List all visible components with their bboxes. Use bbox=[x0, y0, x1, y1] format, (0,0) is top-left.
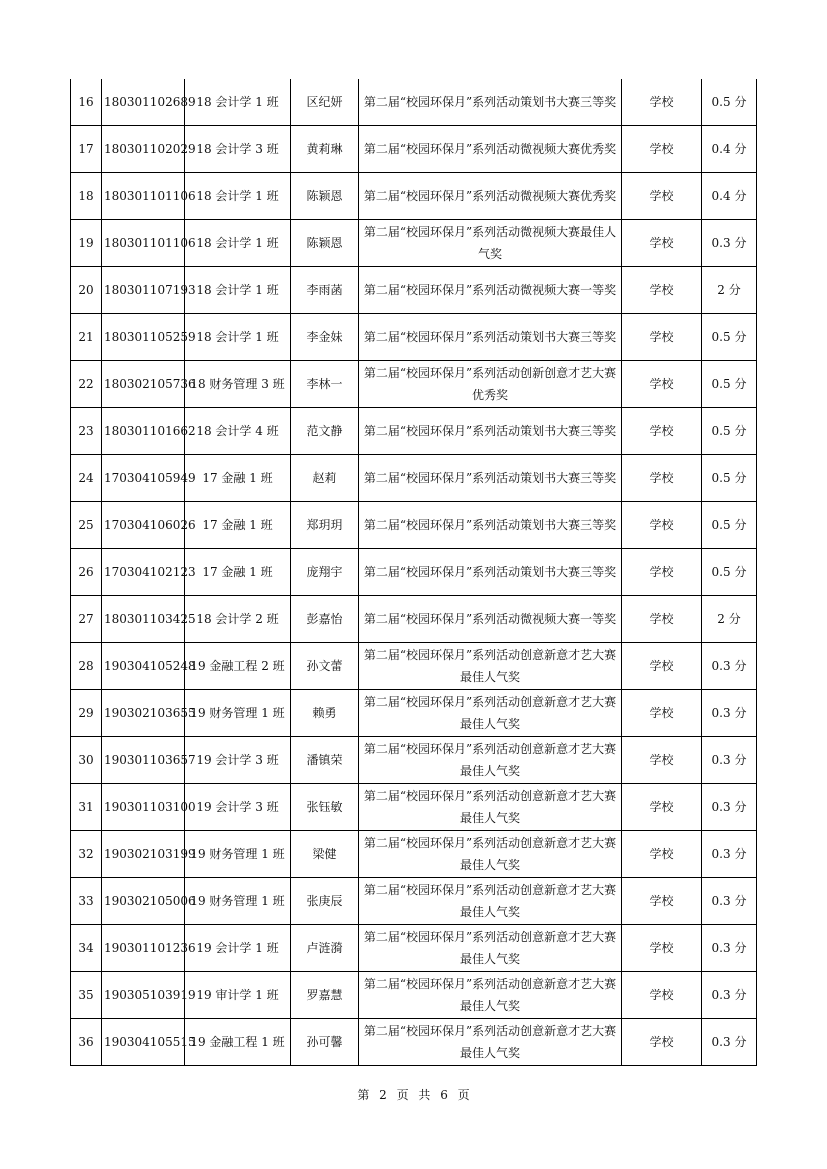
cell-level: 学校 bbox=[622, 690, 702, 737]
cell-score: 0.3 分 bbox=[702, 220, 757, 267]
table-row bbox=[71, 502, 757, 549]
cell-score: 0.5 分 bbox=[702, 361, 757, 408]
cell-score: 0.3 分 bbox=[702, 643, 757, 690]
cell-name: 庞翔宇 bbox=[291, 549, 359, 596]
cell-student-id: 190302105006 bbox=[102, 878, 185, 925]
cell-student-id: 190304105515 bbox=[102, 1019, 185, 1066]
cell-student-id: 180301102029 bbox=[102, 126, 185, 173]
cell-number: 36 bbox=[71, 1019, 102, 1066]
cell-level: 学校 bbox=[622, 972, 702, 1019]
cell-award: 第二届“校园环保月”系列活动创意新意才艺大赛最佳人气奖 bbox=[359, 737, 622, 784]
cell-score: 0.5 分 bbox=[702, 549, 757, 596]
cell-student-id: 170304102123 bbox=[102, 549, 185, 596]
cell-number: 20 bbox=[71, 267, 102, 314]
table-row bbox=[71, 267, 757, 314]
cell-award: 第二届“校园环保月”系列活动微视频大赛最佳人气奖 bbox=[359, 220, 622, 267]
cell-class: 19 金融工程 2 班 bbox=[185, 643, 291, 690]
cell-award: 第二届“校园环保月”系列活动创意新意才艺大赛最佳人气奖 bbox=[359, 1019, 622, 1066]
cell-number: 23 bbox=[71, 408, 102, 455]
cell-level: 学校 bbox=[622, 361, 702, 408]
cell-award: 第二届“校园环保月”系列活动策划书大赛三等奖 bbox=[359, 502, 622, 549]
cell-class: 19 财务管理 1 班 bbox=[185, 690, 291, 737]
cell-name: 李林一 bbox=[291, 361, 359, 408]
table-row bbox=[71, 690, 757, 737]
cell-score: 0.3 分 bbox=[702, 878, 757, 925]
table-row bbox=[71, 549, 757, 596]
page-footer: 第 2 页 共 6 页 bbox=[357, 1088, 470, 1102]
cell-level: 学校 bbox=[622, 267, 702, 314]
cell-score: 0.5 分 bbox=[702, 408, 757, 455]
table-body bbox=[71, 79, 757, 1066]
cell-class: 18 会计学 1 班 bbox=[185, 267, 291, 314]
cell-number: 18 bbox=[71, 173, 102, 220]
cell-class: 18 会计学 1 班 bbox=[185, 173, 291, 220]
cell-student-id: 180301107193 bbox=[102, 267, 185, 314]
cell-class: 17 金融 1 班 bbox=[185, 455, 291, 502]
cell-number: 35 bbox=[71, 972, 102, 1019]
cell-student-id: 180301105259 bbox=[102, 314, 185, 361]
cell-award: 第二届“校园环保月”系列活动策划书大赛三等奖 bbox=[359, 549, 622, 596]
cell-award: 第二届“校园环保月”系列活动微视频大赛优秀奖 bbox=[359, 126, 622, 173]
cell-award: 第二届“校园环保月”系列活动微视频大赛优秀奖 bbox=[359, 173, 622, 220]
cell-level: 学校 bbox=[622, 173, 702, 220]
cell-award: 第二届“校园环保月”系列活动创意新意才艺大赛最佳人气奖 bbox=[359, 831, 622, 878]
cell-name: 黄莉琳 bbox=[291, 126, 359, 173]
cell-student-id: 190301101236 bbox=[102, 925, 185, 972]
cell-name: 潘镇荣 bbox=[291, 737, 359, 784]
table-row bbox=[71, 220, 757, 267]
cell-number: 34 bbox=[71, 925, 102, 972]
cell-score: 0.4 分 bbox=[702, 173, 757, 220]
cell-student-id: 180301101662 bbox=[102, 408, 185, 455]
cell-student-id: 190302103199 bbox=[102, 831, 185, 878]
table-row bbox=[71, 831, 757, 878]
cell-name: 李雨菡 bbox=[291, 267, 359, 314]
cell-class: 18 会计学 4 班 bbox=[185, 408, 291, 455]
cell-number: 22 bbox=[71, 361, 102, 408]
cell-award: 第二届“校园环保月”系列活动微视频大赛一等奖 bbox=[359, 267, 622, 314]
cell-level: 学校 bbox=[622, 549, 702, 596]
cell-number: 32 bbox=[71, 831, 102, 878]
cell-name: 彭嘉怡 bbox=[291, 596, 359, 643]
cell-class: 18 会计学 1 班 bbox=[185, 79, 291, 126]
cell-number: 33 bbox=[71, 878, 102, 925]
cell-number: 17 bbox=[71, 126, 102, 173]
cell-level: 学校 bbox=[622, 831, 702, 878]
cell-student-id: 190305103919 bbox=[102, 972, 185, 1019]
cell-award: 第二届“校园环保月”系列活动创意新意才艺大赛最佳人气奖 bbox=[359, 643, 622, 690]
cell-class: 19 财务管理 1 班 bbox=[185, 878, 291, 925]
cell-award: 第二届“校园环保月”系列活动微视频大赛一等奖 bbox=[359, 596, 622, 643]
cell-student-id: 190302103655 bbox=[102, 690, 185, 737]
cell-name: 张庚辰 bbox=[291, 878, 359, 925]
cell-score: 0.5 分 bbox=[702, 79, 757, 126]
cell-score: 0.3 分 bbox=[702, 972, 757, 1019]
cell-number: 31 bbox=[71, 784, 102, 831]
cell-student-id: 170304105949 bbox=[102, 455, 185, 502]
cell-score: 0.5 分 bbox=[702, 502, 757, 549]
cell-name: 李金妹 bbox=[291, 314, 359, 361]
table-row bbox=[71, 1019, 757, 1066]
cell-level: 学校 bbox=[622, 643, 702, 690]
table-row bbox=[71, 455, 757, 502]
cell-class: 17 金融 1 班 bbox=[185, 549, 291, 596]
cell-number: 27 bbox=[71, 596, 102, 643]
cell-name: 郑玥玥 bbox=[291, 502, 359, 549]
cell-number: 25 bbox=[71, 502, 102, 549]
cell-level: 学校 bbox=[622, 1019, 702, 1066]
cell-class: 18 财务管理 3 班 bbox=[185, 361, 291, 408]
cell-number: 21 bbox=[71, 314, 102, 361]
cell-level: 学校 bbox=[622, 925, 702, 972]
cell-student-id: 180302105736 bbox=[102, 361, 185, 408]
cell-score: 2 分 bbox=[702, 596, 757, 643]
cell-class: 19 会计学 3 班 bbox=[185, 784, 291, 831]
cell-score: 2 分 bbox=[702, 267, 757, 314]
cell-student-id: 180301102689 bbox=[102, 79, 185, 126]
cell-name: 孙文蕾 bbox=[291, 643, 359, 690]
cell-name: 区纪妍 bbox=[291, 79, 359, 126]
cell-level: 学校 bbox=[622, 737, 702, 784]
cell-student-id: 190301103100 bbox=[102, 784, 185, 831]
cell-number: 28 bbox=[71, 643, 102, 690]
cell-level: 学校 bbox=[622, 314, 702, 361]
table-row bbox=[71, 596, 757, 643]
cell-student-id: 180301103425 bbox=[102, 596, 185, 643]
cell-award: 第二届“校园环保月”系列活动策划书大赛三等奖 bbox=[359, 455, 622, 502]
cell-award: 第二届“校园环保月”系列活动创意新意才艺大赛最佳人气奖 bbox=[359, 972, 622, 1019]
cell-class: 18 会计学 3 班 bbox=[185, 126, 291, 173]
cell-name: 范文静 bbox=[291, 408, 359, 455]
cell-student-id: 180301101106 bbox=[102, 220, 185, 267]
award-table bbox=[70, 79, 757, 1066]
cell-level: 学校 bbox=[622, 220, 702, 267]
cell-level: 学校 bbox=[622, 455, 702, 502]
cell-score: 0.3 分 bbox=[702, 1019, 757, 1066]
cell-level: 学校 bbox=[622, 878, 702, 925]
cell-class: 19 金融工程 1 班 bbox=[185, 1019, 291, 1066]
cell-name: 孙可馨 bbox=[291, 1019, 359, 1066]
table-row bbox=[71, 79, 757, 126]
cell-name: 梁健 bbox=[291, 831, 359, 878]
cell-number: 30 bbox=[71, 737, 102, 784]
cell-class: 19 会计学 3 班 bbox=[185, 737, 291, 784]
cell-award: 第二届“校园环保月”系列活动策划书大赛三等奖 bbox=[359, 408, 622, 455]
table-row bbox=[71, 643, 757, 690]
cell-class: 17 金融 1 班 bbox=[185, 502, 291, 549]
cell-award: 第二届“校园环保月”系列活动创意新意才艺大赛最佳人气奖 bbox=[359, 784, 622, 831]
cell-name: 陈颖恩 bbox=[291, 220, 359, 267]
cell-score: 0.3 分 bbox=[702, 784, 757, 831]
cell-award: 第二届“校园环保月”系列活动策划书大赛三等奖 bbox=[359, 79, 622, 126]
cell-name: 赖勇 bbox=[291, 690, 359, 737]
table-row bbox=[71, 126, 757, 173]
cell-score: 0.3 分 bbox=[702, 690, 757, 737]
cell-level: 学校 bbox=[622, 596, 702, 643]
cell-name: 卢涟漪 bbox=[291, 925, 359, 972]
table-row bbox=[71, 408, 757, 455]
cell-student-id: 190304105248 bbox=[102, 643, 185, 690]
table-row bbox=[71, 972, 757, 1019]
cell-award: 第二届“校园环保月”系列活动策划书大赛三等奖 bbox=[359, 314, 622, 361]
cell-student-id: 190301103657 bbox=[102, 737, 185, 784]
table-row bbox=[71, 361, 757, 408]
cell-name: 赵莉 bbox=[291, 455, 359, 502]
table-row bbox=[71, 784, 757, 831]
cell-number: 19 bbox=[71, 220, 102, 267]
cell-name: 陈颖恩 bbox=[291, 173, 359, 220]
cell-class: 19 财务管理 1 班 bbox=[185, 831, 291, 878]
cell-score: 0.3 分 bbox=[702, 831, 757, 878]
table-row bbox=[71, 173, 757, 220]
cell-award: 第二届“校园环保月”系列活动创意新意才艺大赛最佳人气奖 bbox=[359, 925, 622, 972]
cell-score: 0.5 分 bbox=[702, 314, 757, 361]
cell-score: 0.4 分 bbox=[702, 126, 757, 173]
cell-level: 学校 bbox=[622, 502, 702, 549]
cell-class: 18 会计学 1 班 bbox=[185, 220, 291, 267]
cell-name: 张钰敏 bbox=[291, 784, 359, 831]
table-row bbox=[71, 737, 757, 784]
table-row bbox=[71, 878, 757, 925]
cell-level: 学校 bbox=[622, 784, 702, 831]
table-row bbox=[71, 925, 757, 972]
cell-score: 0.3 分 bbox=[702, 925, 757, 972]
cell-number: 29 bbox=[71, 690, 102, 737]
cell-number: 26 bbox=[71, 549, 102, 596]
cell-score: 0.3 分 bbox=[702, 737, 757, 784]
cell-class: 19 审计学 1 班 bbox=[185, 972, 291, 1019]
cell-number: 24 bbox=[71, 455, 102, 502]
cell-student-id: 170304106026 bbox=[102, 502, 185, 549]
cell-award: 第二届“校园环保月”系列活动创新创意才艺大赛优秀奖 bbox=[359, 361, 622, 408]
cell-award: 第二届“校园环保月”系列活动创意新意才艺大赛最佳人气奖 bbox=[359, 878, 622, 925]
cell-level: 学校 bbox=[622, 79, 702, 126]
cell-name: 罗嘉慧 bbox=[291, 972, 359, 1019]
table-row bbox=[71, 314, 757, 361]
cell-level: 学校 bbox=[622, 126, 702, 173]
cell-award: 第二届“校园环保月”系列活动创意新意才艺大赛最佳人气奖 bbox=[359, 690, 622, 737]
cell-number: 16 bbox=[71, 79, 102, 126]
cell-class: 18 会计学 1 班 bbox=[185, 314, 291, 361]
cell-level: 学校 bbox=[622, 408, 702, 455]
cell-score: 0.5 分 bbox=[702, 455, 757, 502]
cell-class: 19 会计学 1 班 bbox=[185, 925, 291, 972]
cell-class: 18 会计学 2 班 bbox=[185, 596, 291, 643]
cell-student-id: 180301101106 bbox=[102, 173, 185, 220]
